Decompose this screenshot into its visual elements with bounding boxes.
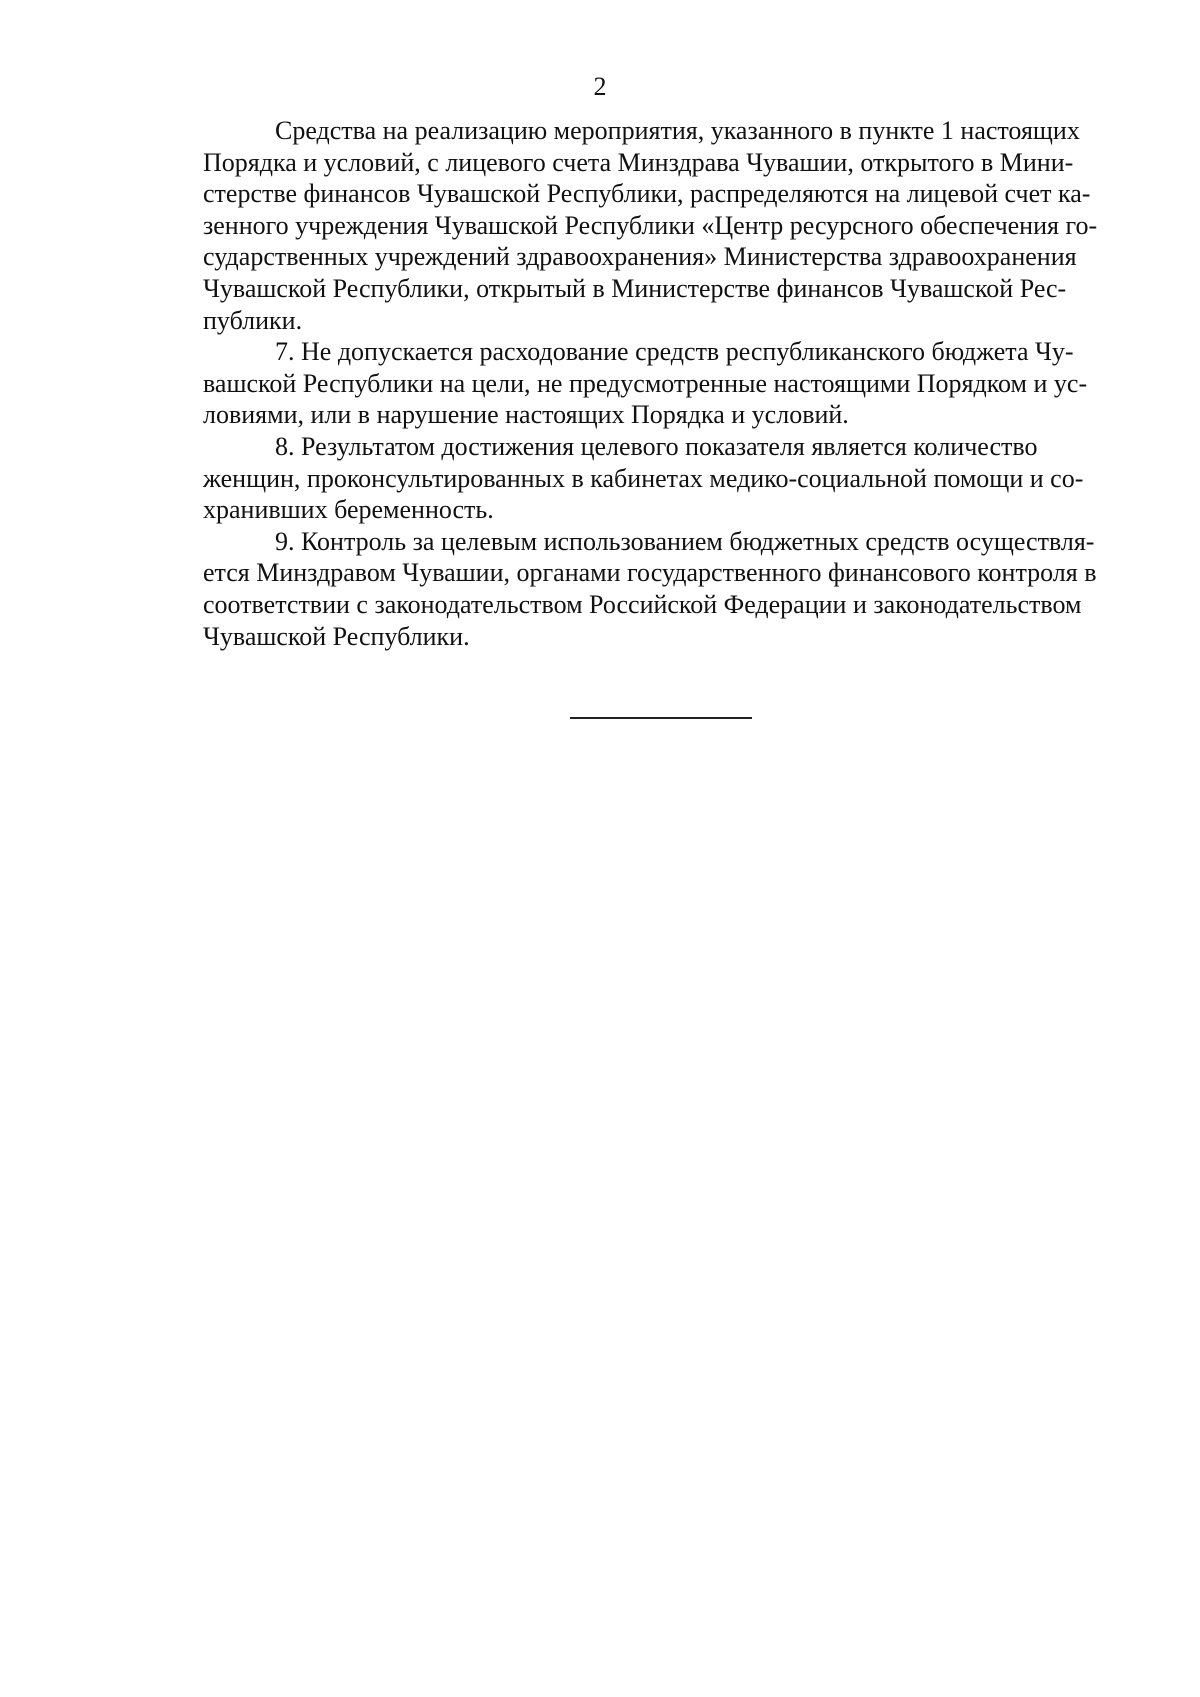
paragraph-9: 9. Контроль за целевым использованием бюджетных средств осуществля- ется Минздравом Чувашии, органами государственного финансового контроля в соответствии с законодательством Российской Федерации и законодательством Чувашской Республики.: [203, 526, 1097, 651]
page-number: 2: [593, 72, 607, 101]
document-body: [203, 115, 1125, 652]
paragraph-7: 7. Не допускается расходование средств республиканского бюджета Чу- вашской Республики на цели, не предусмотренные настоящими Порядком и ус- ловиями, или в нарушение настоящих Порядка и условий.: [203, 337, 1088, 430]
closing-divider: [570, 717, 752, 719]
paragraph-funding: Средства на реализацию мероприятия, указанного в пункте 1 настоящих Порядка и условий, с лицевого счета Минздрава Чувашии, открытого в Мини- стерстве финансов Чувашской Республики, распределяются на лицевой счет ка- зенного учреждения Чувашской Республики «Центр ресурсного обеспечения го- сударственных учреждений здравоохранения» Министерства здравоохранения Чувашской Республики, открытый в Министерстве финансов Чувашской Рес- публики.: [203, 116, 1098, 335]
paragraph-8: 8. Результатом достижения целевого показателя является количество женщин, проконсультированных в кабинетах медико-социальной помощи и со- хранивших беременность.: [203, 431, 1084, 525]
